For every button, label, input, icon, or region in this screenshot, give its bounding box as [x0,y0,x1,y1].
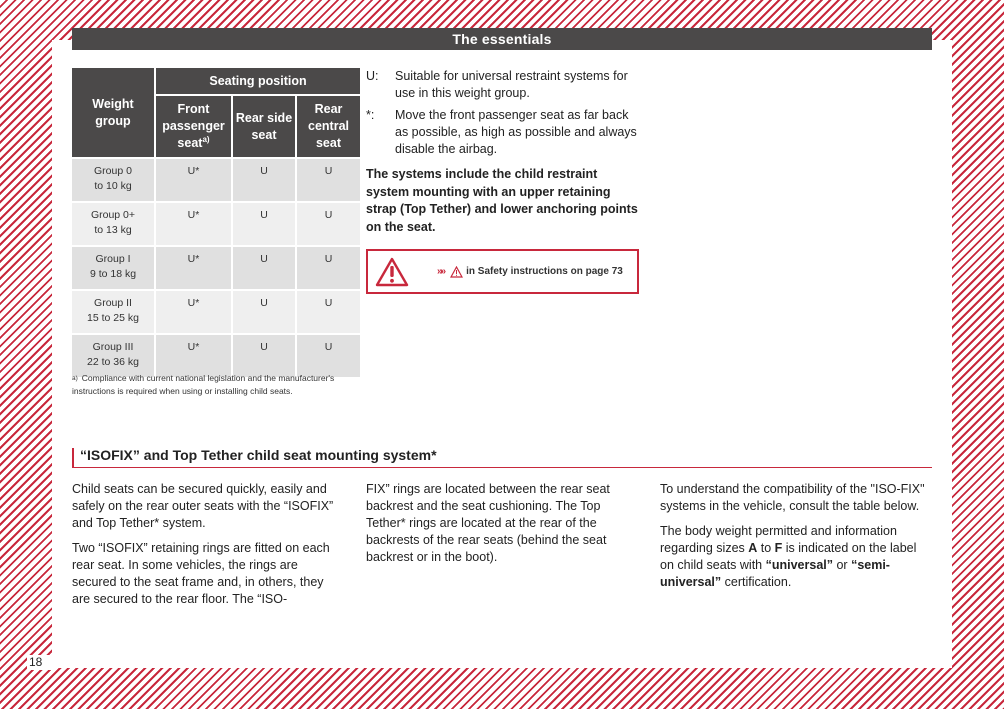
legend-text: Suitable for universal restraint systems for use in this weight group. [395,69,628,100]
cell-weight-group: Group I 9 to 18 kg [72,247,154,289]
table-row [72,203,360,245]
table-footnote [72,372,347,398]
cell-rear-side: U [233,247,295,289]
cell-weight-group: Group III 22 to 36 kg [72,335,154,377]
cell-front: U* [156,159,231,201]
table-row [72,159,360,201]
warning-triangle-icon [375,257,409,287]
safety-reference-link[interactable] [437,266,623,278]
table-row [72,291,360,333]
table-row [72,247,360,289]
header-rear-central-seat: Rear central seat [297,96,360,157]
text-column-1 [72,481,342,616]
cell-rear-side: U [233,335,295,377]
table-row [72,335,360,377]
section-title: “ISOFIX” and Top Tether child seat mounting system* [80,447,437,463]
legend-key: U: [366,69,379,83]
heading-accent-rule [72,448,74,468]
header-front-passenger-seat [156,96,231,157]
warning-triangle-small-icon [450,266,463,278]
table-legend [366,68,638,236]
paragraph: The body weight permitted and information regarding sizes A to F is indicated on the label on child seats with “universal” or “semi-universal” certification. [660,524,917,589]
paragraph: Two “ISOFIX” retaining rings are fitted on each rear seat. In some vehicles, the rings are secured to the seat frame and, in others, they are secured to the rear floor. The “ISO- [72,541,330,606]
cell-rear-central: U [297,203,360,245]
paragraph: FIX” rings are located between the rear seat backrest and the seat cushioning. The Top Tether* rings are located at the rear of the backrests of the rear seats (behind the seat backrest or in the boot). [366,482,610,564]
cell-rear-side: U [233,159,295,201]
footnote-mark: a) [72,375,78,382]
cell-front: U* [156,203,231,245]
header-seating-position: Seating position [156,68,360,94]
chapter-header-bar [72,28,932,50]
chevrons-icon: »» [437,266,445,277]
legend-text: Move the front passenger seat as far back as possible, as high as possible and always disable the airbag. [395,108,637,156]
safety-reference-text: in Safety instructions on page 73 [466,266,623,277]
footnote-ref: a) [202,134,210,144]
footnote-text: Compliance with current national legislation and the manufacturer's instructions is required when using or installing child seats. [72,373,335,396]
legend-item-asterisk [366,107,638,158]
cell-weight-group: Group 0+ to 13 kg [72,203,154,245]
section-heading [72,445,932,468]
header-rear-side-seat: Rear side seat [233,96,295,157]
seat-compatibility-table [70,66,362,379]
cell-rear-central: U [297,247,360,289]
isofix-note: The systems include the child restraint system mounting with an upper retaining strap (Top Tether) and lower anchoring points on the seat. [366,167,638,234]
header-weight-group: Weight group [72,68,154,157]
legend-key: *: [366,108,375,122]
paragraph: Child seats can be secured quickly, easily and safely on the rear outer seats with the “ISOFIX” and Top Tether* system. [72,482,334,530]
text-column-2 [366,481,636,574]
cell-rear-central: U [297,291,360,333]
cell-weight-group: Group II 15 to 25 kg [72,291,154,333]
cell-front: U* [156,247,231,289]
paragraph: To understand the compatibility of the "ISO-FIX" systems in the vehicle, consult the table below. [660,482,925,513]
cell-rear-side: U [233,203,295,245]
cell-rear-central: U [297,335,360,377]
legend-item-u [366,68,638,102]
cell-front: U* [156,335,231,377]
cell-front: U* [156,291,231,333]
cell-rear-side: U [233,291,295,333]
header-front-label: Front passenger seat [162,102,225,150]
text-column-3 [660,481,930,599]
page-number: 18 [29,655,43,669]
cell-rear-central: U [297,159,360,201]
chapter-title: The essentials [452,31,552,47]
cell-weight-group: Group 0 to 10 kg [72,159,154,201]
warning-box [366,249,639,294]
